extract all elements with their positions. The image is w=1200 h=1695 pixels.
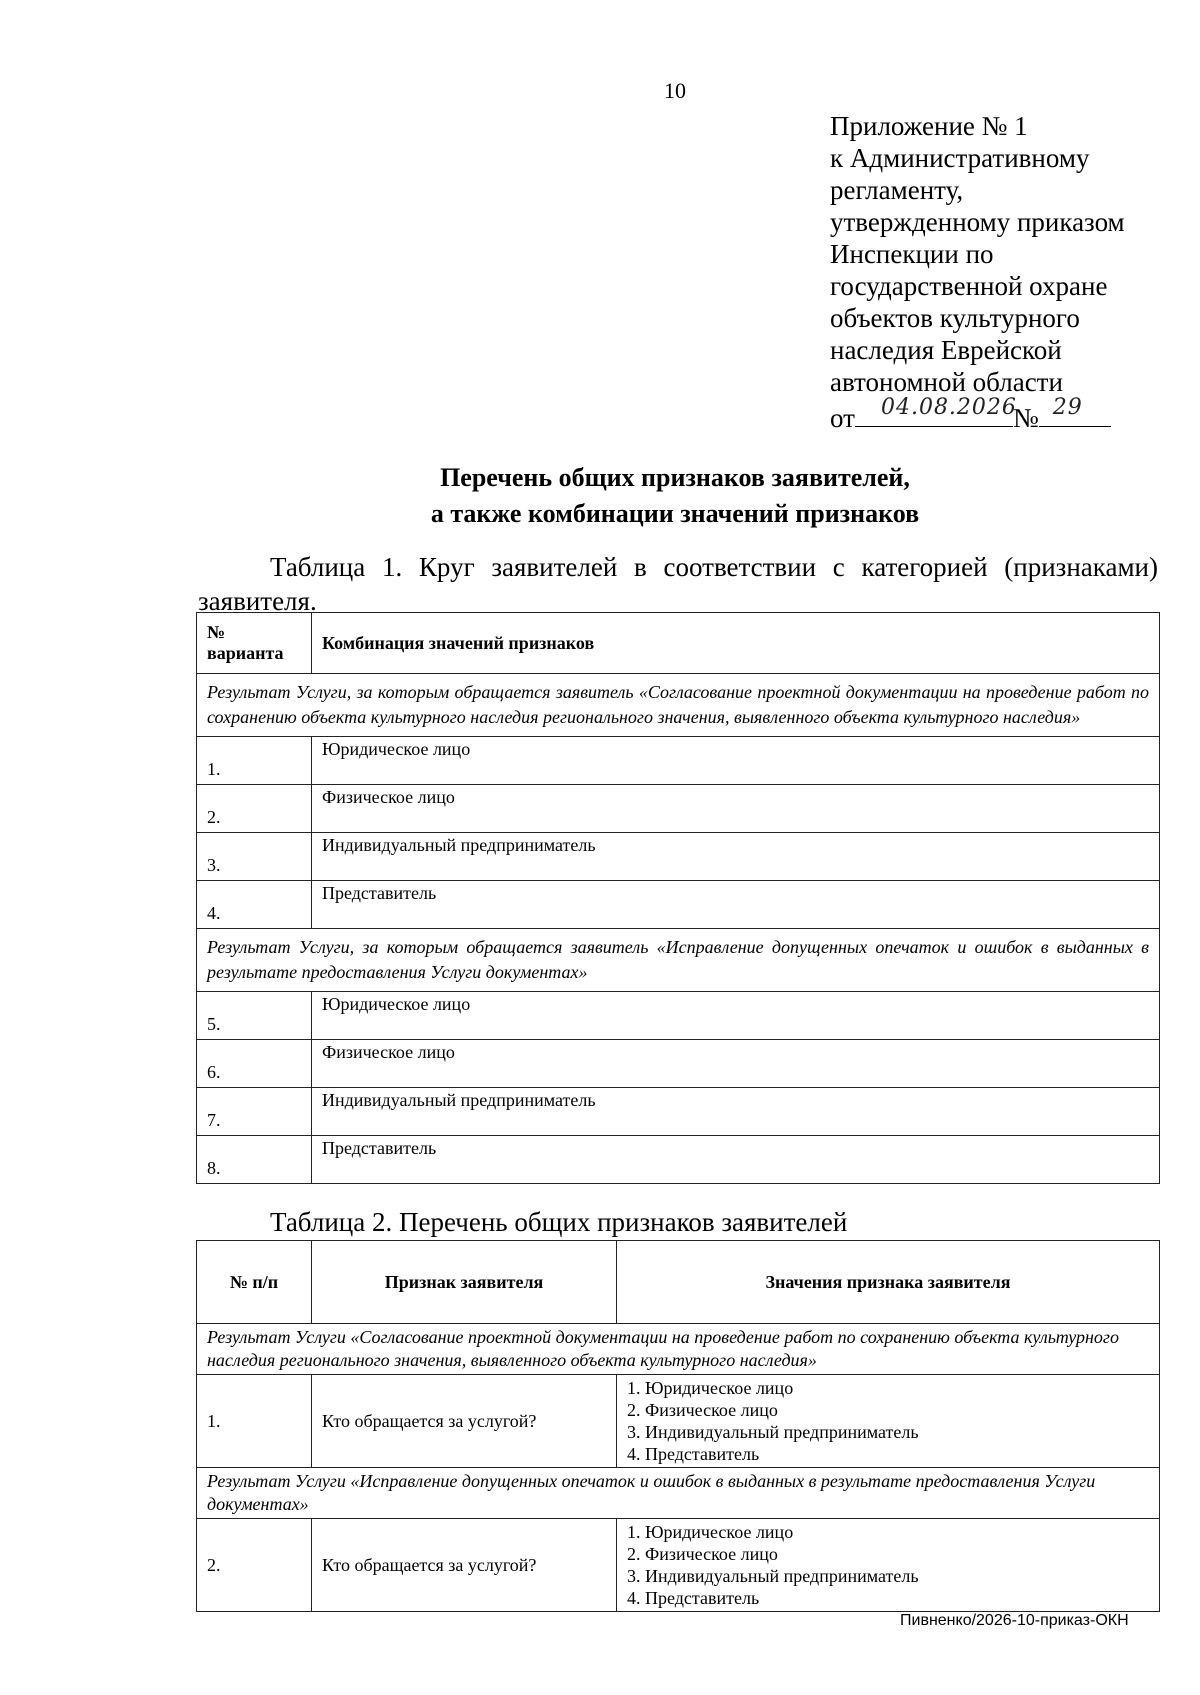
document-title (0, 460, 1200, 532)
appendix-line: автономной области (830, 367, 1063, 397)
table-row (197, 1040, 1160, 1088)
variant-value: Индивидуальный предприниматель (312, 1088, 1160, 1136)
footer-document-code: Пивненко/2026-10-приказ-ОКН (900, 1612, 1129, 1629)
applicant-features-table (196, 1240, 1160, 1612)
appendix-block (830, 110, 1190, 434)
table-row (197, 1088, 1160, 1136)
list-item: 2. Физическое лицо (627, 1400, 778, 1420)
appendix-line: Приложение № 1 (830, 111, 1028, 141)
values-list (627, 1521, 1149, 1609)
number-field (1039, 395, 1111, 427)
variant-value: Юридическое лицо (312, 992, 1160, 1040)
table-row (197, 992, 1160, 1040)
variant-value: Юридическое лицо (312, 737, 1160, 785)
appendix-line: Инспекции по (830, 239, 994, 269)
column-header-number: № п/п (197, 1241, 312, 1324)
appendix-line: объектов культурного (830, 303, 1080, 333)
variant-value: Физическое лицо (312, 1040, 1160, 1088)
list-item: 1. Юридическое лицо (627, 1378, 794, 1398)
list-item: 3. Индивидуальный предприниматель (627, 1566, 919, 1586)
variant-value: Представитель (312, 1136, 1160, 1184)
appendix-line: наследия Еврейской (830, 335, 1062, 365)
table-header-row (197, 1241, 1160, 1324)
table-row (197, 785, 1160, 833)
number-label: № (1012, 403, 1039, 433)
variant-number: 3. (197, 833, 312, 881)
values-cell (617, 1375, 1160, 1468)
result-row (197, 674, 1160, 737)
column-header-feature: Признак заявителя (312, 1241, 617, 1324)
title-line: Перечень общих признаков заявителей, (440, 463, 910, 492)
list-item: 4. Представитель (627, 1444, 760, 1464)
handwritten-number: 29 (1052, 395, 1083, 420)
table-row (197, 737, 1160, 785)
result-text: Результат Услуги «Исправление допущенных опечаток и ошибок в выданных в результате предоставления Услуги документах» (197, 1468, 1160, 1519)
feature-cell: Кто обращается за услугой? (312, 1519, 617, 1612)
appendix-date-line (830, 395, 1190, 434)
appendix-line: к Административному (830, 143, 1090, 173)
table-row (197, 881, 1160, 929)
appendix-line: регламенту, (830, 175, 964, 205)
page-number: 10 (664, 78, 686, 103)
table2-caption: Таблица 2. Перечень общих признаков заявителей (270, 1207, 848, 1237)
result-row (197, 929, 1160, 992)
table-row (197, 1136, 1160, 1184)
table1-caption (198, 550, 1158, 618)
variant-number: 7. (197, 1088, 312, 1136)
handwritten-date: 04.08.2026 (880, 395, 1017, 420)
variant-number: 1. (197, 737, 312, 785)
appendix-line: государственной охране (830, 271, 1108, 301)
result-row (197, 1468, 1160, 1519)
column-header-combination: Комбинация значений признаков (312, 613, 1160, 674)
variant-number: 8. (197, 1136, 312, 1184)
title-line: а также комбинации значений признаков (430, 499, 920, 528)
variant-number: 6. (197, 1040, 312, 1088)
result-row (197, 1324, 1160, 1375)
variant-value: Физическое лицо (312, 785, 1160, 833)
row-number: 2. (197, 1519, 312, 1612)
list-item: 4. Представитель (627, 1588, 760, 1608)
variant-value: Представитель (312, 881, 1160, 929)
values-cell (617, 1519, 1160, 1612)
from-label: от (830, 403, 855, 433)
table-header-row (197, 613, 1160, 674)
applicant-variants-table (196, 612, 1160, 1184)
table1-caption-line: заявителя. (198, 586, 317, 616)
variant-number: 4. (197, 881, 312, 929)
result-text: Результат Услуги, за которым обращается заявитель «Исправление допущенных опечаток и ошибок в выданных в результате предоставления Услуги документах» (197, 929, 1160, 992)
list-item: 3. Индивидуальный предприниматель (627, 1422, 919, 1442)
table1-caption-line: Таблица 1. Круг заявителей в соответствии с категорией (признаками) (270, 552, 1158, 582)
feature-cell: Кто обращается за услугой? (312, 1375, 617, 1468)
table-row (197, 1375, 1160, 1468)
table-row (197, 1519, 1160, 1612)
list-item: 1. Юридическое лицо (627, 1522, 794, 1542)
column-header-values: Значения признака заявителя (617, 1241, 1160, 1324)
list-item: 2. Физическое лицо (627, 1544, 778, 1564)
result-text: Результат Услуги «Согласование проектной документации на проведение работ по сохранению объекта культурного наследия регионального значения, выявленного объекта культурного наследия» (197, 1324, 1160, 1375)
appendix-line: утвержденному приказом (830, 207, 1125, 237)
variant-number: 5. (197, 992, 312, 1040)
variant-number: 2. (197, 785, 312, 833)
variant-value: Индивидуальный предприниматель (312, 833, 1160, 881)
date-field (855, 395, 1017, 427)
table-row (197, 833, 1160, 881)
result-text: Результат Услуги, за которым обращается заявитель «Согласование проектной документации на проведение работ по сохранению объекта культурного наследия регионального значения, выявленного объекта культурного наследия» (197, 674, 1160, 737)
row-number: 1. (197, 1375, 312, 1468)
column-header-variant: № варианта (197, 613, 312, 674)
values-list (627, 1377, 1149, 1465)
